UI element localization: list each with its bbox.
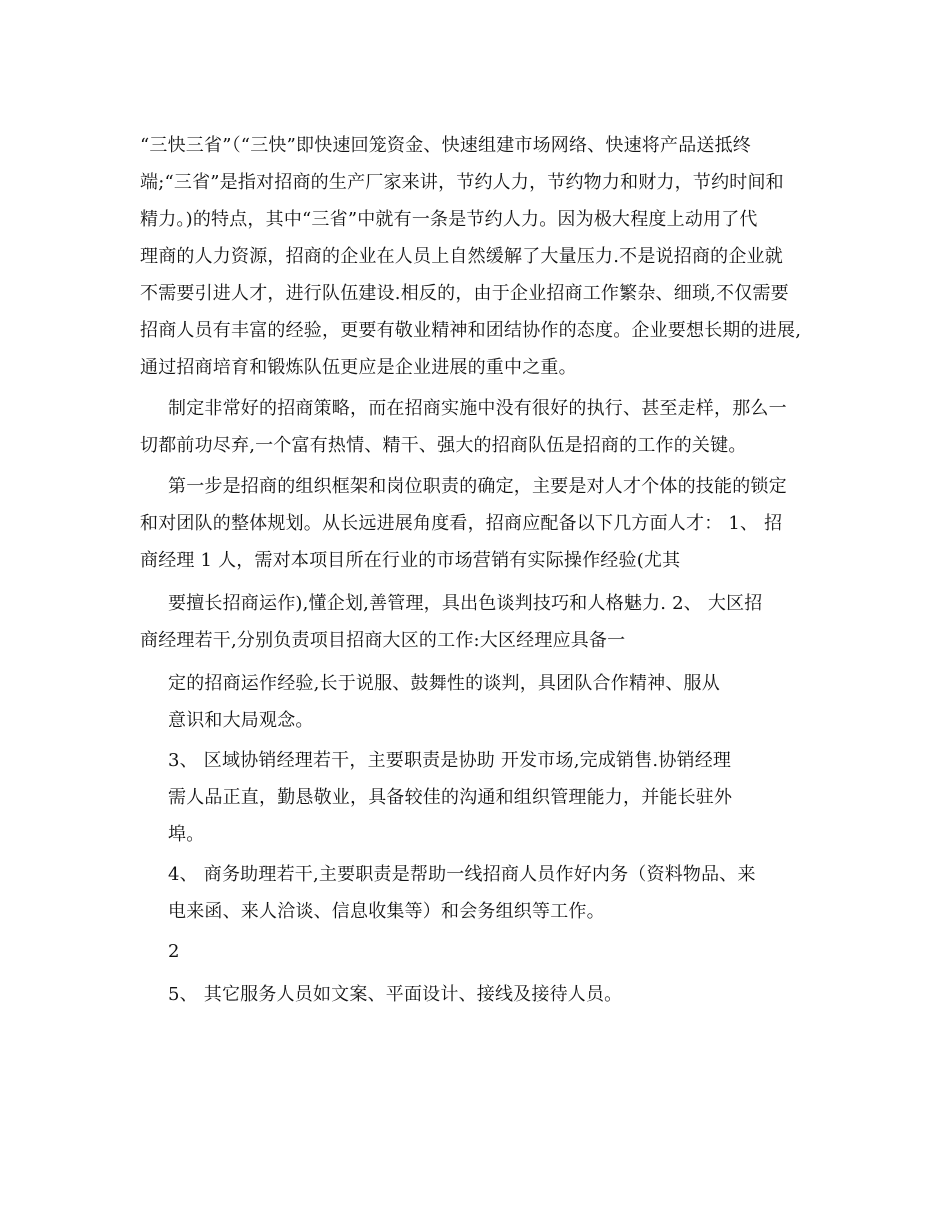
text-line: 商经理 1 人，需对本项目所在行业的市场营销有实际操作经验(尤其: [140, 550, 681, 571]
text-line: 端;“三省”是指对招商的生产厂家来讲，节约人力，节约物力和财力，节约时间和: [140, 172, 784, 193]
text-line: 制定非常好的招商策略，而在招商实施中没有很好的执行、甚至走样，那么一: [168, 398, 787, 419]
text-line: 定的招商运作经验,长于说服、鼓舞性的谈判，具团队合作精神、服从: [168, 673, 720, 694]
text-line: 和对团队的整体规划。从长远进展角度看，招商应配备以下几方面人才： 1、 招: [140, 513, 783, 534]
text-line: 意识和大局观念。: [168, 710, 314, 731]
text-line: 切都前功尽弃,一个富有热情、精干、强大的招商队伍是招商的工作的关键。: [140, 435, 747, 456]
text-line: 埠。: [168, 824, 205, 845]
text-line: 要擅长招商运作),懂企划,善管理，具出色谈判技巧和人格魅力. 2、 大区招: [168, 593, 763, 614]
text-line: 不需要引进人才，进行队伍建设.相反的，由于企业招商工作繁杂、细琐,不仅需要: [140, 283, 789, 304]
text-line: 商经理若干,分别负责项目招商大区的工作:大区经理应具备一: [140, 630, 626, 651]
text-line: 通过招商培育和锻炼队伍更应是企业进展的重中之重。: [140, 357, 577, 378]
text-line: 4、 商务助理若干,主要职责是帮助一线招商人员作好内务（资料物品、来: [168, 864, 756, 885]
text-line: 3、 区域协销经理若干，主要职责是协助 开发市场,完成销售.协销经理: [168, 750, 732, 771]
text-line: “三快三省”（“三快”即快速回笼资金、快速组建市场网络、快速将产品送抵终: [140, 135, 752, 156]
text-line: 需人品正直，勤恳敬业，具备较佳的沟通和组织管理能力，并能长驻外: [168, 787, 733, 808]
text-line: 电来函、来人洽谈、信息收集等）和会务组织等工作。: [168, 901, 605, 922]
page-number: 2: [168, 941, 180, 962]
text-line: 招商人员有丰富的经验，更要有敬业精神和团结协作的态度。企业要想长期的进展,: [140, 320, 802, 341]
text-line: 第一步是招商的组织框架和岗位职责的确定，主要是对人才个体的技能的锁定: [168, 476, 787, 497]
text-line: 5、 其它服务人员如文案、平面设计、接线及接待人员。: [168, 984, 623, 1005]
text-line: 理商的人力资源，招商的企业在人员上自然缓解了大量压力.不是说招商的企业就: [140, 246, 783, 267]
text-line: 精力。)的特点，其中“三省”中就有一条是节约人力。因为极大程度上动用了代: [140, 209, 758, 230]
